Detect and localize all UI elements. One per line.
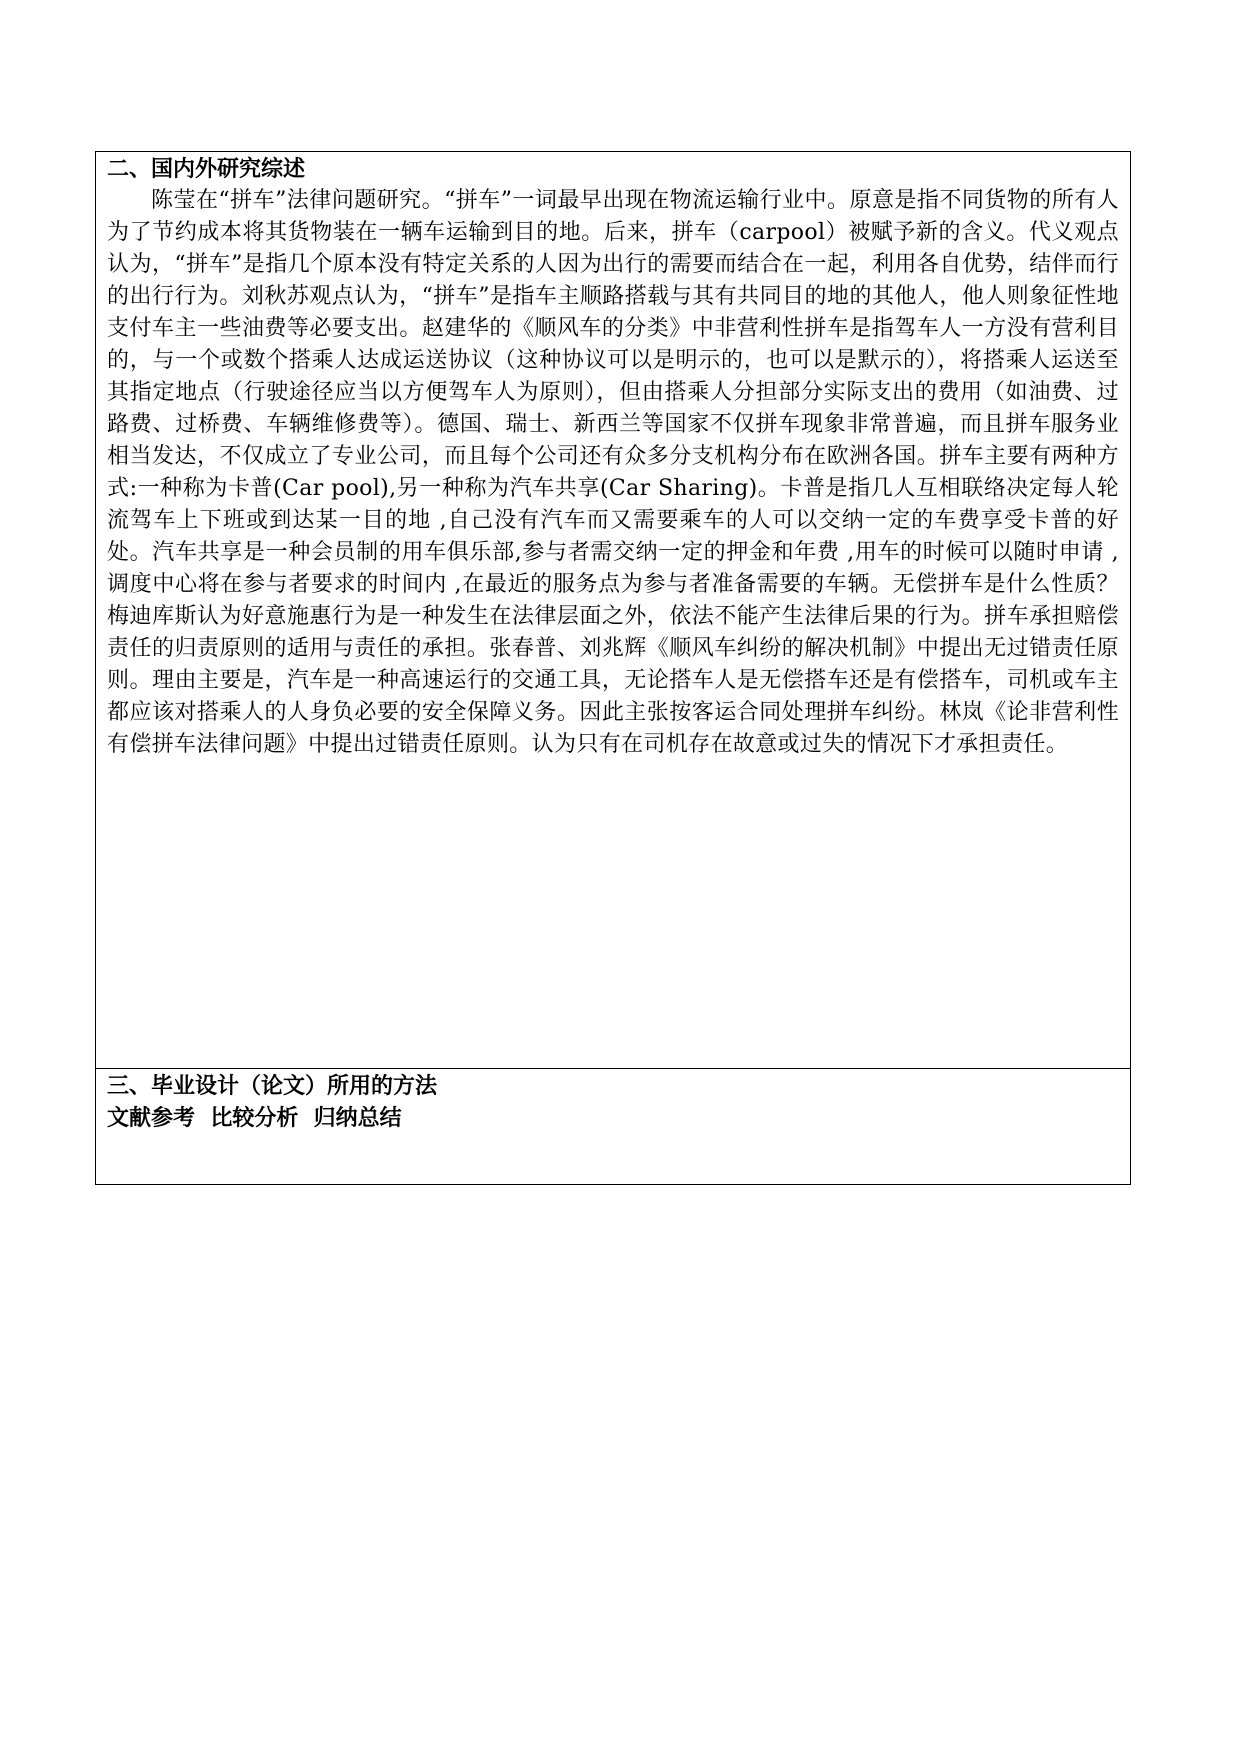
literature-review-body: 陈莹在“拼车”法律问题研究。“拼车”一词最早出现在物流运输行业中。原意是指不同货物的所有人为了节约成本将其货物装在一辆车运输到目的地。后来，拼车（carpool）被赋予新的含义。代义观点认为，“拼车”是指几个原本没有特定关系的人因为出行的需要而结合在一起，利用各自优势，结伴而行的出行行为。刘秋苏观点认为，“拼车”是指车主顺路搭载与其有共同目的地的其他人，他人则象征性地支付车主一些油费等必要支出。赵建华的《顺风车的分类》中非营利性拼车是指驾车人一方没有营利目的，与一个或数个搭乘人达成运送协议（这种协议可以是明示的，也可以是默示的），将搭乘人运送至其指定地点（行驶途径应当以方便驾车人为原则），但由搭乘人分担部分实际支出的费用（如油费、过路费、过桥费、车辆维修费等）。德国、瑞士、新西兰等国家不仅拼车现象非常普遍，而且拼车服务业相当发达，不仅成立了专业公司，而且每个公司还有众多分支机构分布在欧洲各国。拼车主要有两种方式:一种称为卡普(Car pool),另一种称为汽车共享(Car Sharing)。卡普是指几人互相联络决定每人轮流驾车上下班或到达某一目的地 ,自己没有汽车而又需要乘车的人可以交纳一定的车费享受卡普的好处。汽车共享是一种会员制的用车俱乐部,参与者需交纳一定的押金和年费 ,用车的时候可以随时申请 ,调度中心将在参与者要求的时间内 ,在最近的服务点为参与者准备需要的车辆。无偿拼车是什么性质？梅迪库斯认为好意施惠行为是一种发生在法律层面之外，依法不能产生法律后果的行为。拼车承担赔偿责任的归责原则的适用与责任的承担。张春普、刘兆辉《顺风车纠纷的解决机制》中提出无过错责任原则。理由主要是，汽车是一种高速运行的交通工具，无论搭车人是无偿搭车还是有偿搭车，司机或车主都应该对搭乘人的人身负必要的安全保障义务。因此主张按客运合同处理拼车纠纷。林岚《论非营利性有偿拼车法律问题》中提出过错责任原则。认为只有在司机存在故意或过失的情况下才承担责任。 [107, 188, 1119, 757]
literature-review-heading: 二、国内外研究综述 [107, 157, 306, 182]
methods-section [96, 1069, 1130, 1184]
literature-review-section [96, 152, 1130, 1069]
methods-body: 文献参考 比较分析 归纳总结 [107, 1106, 402, 1131]
methods-heading: 三、毕业设计（论文）所用的方法 [107, 1074, 438, 1099]
document-table [95, 151, 1131, 1185]
